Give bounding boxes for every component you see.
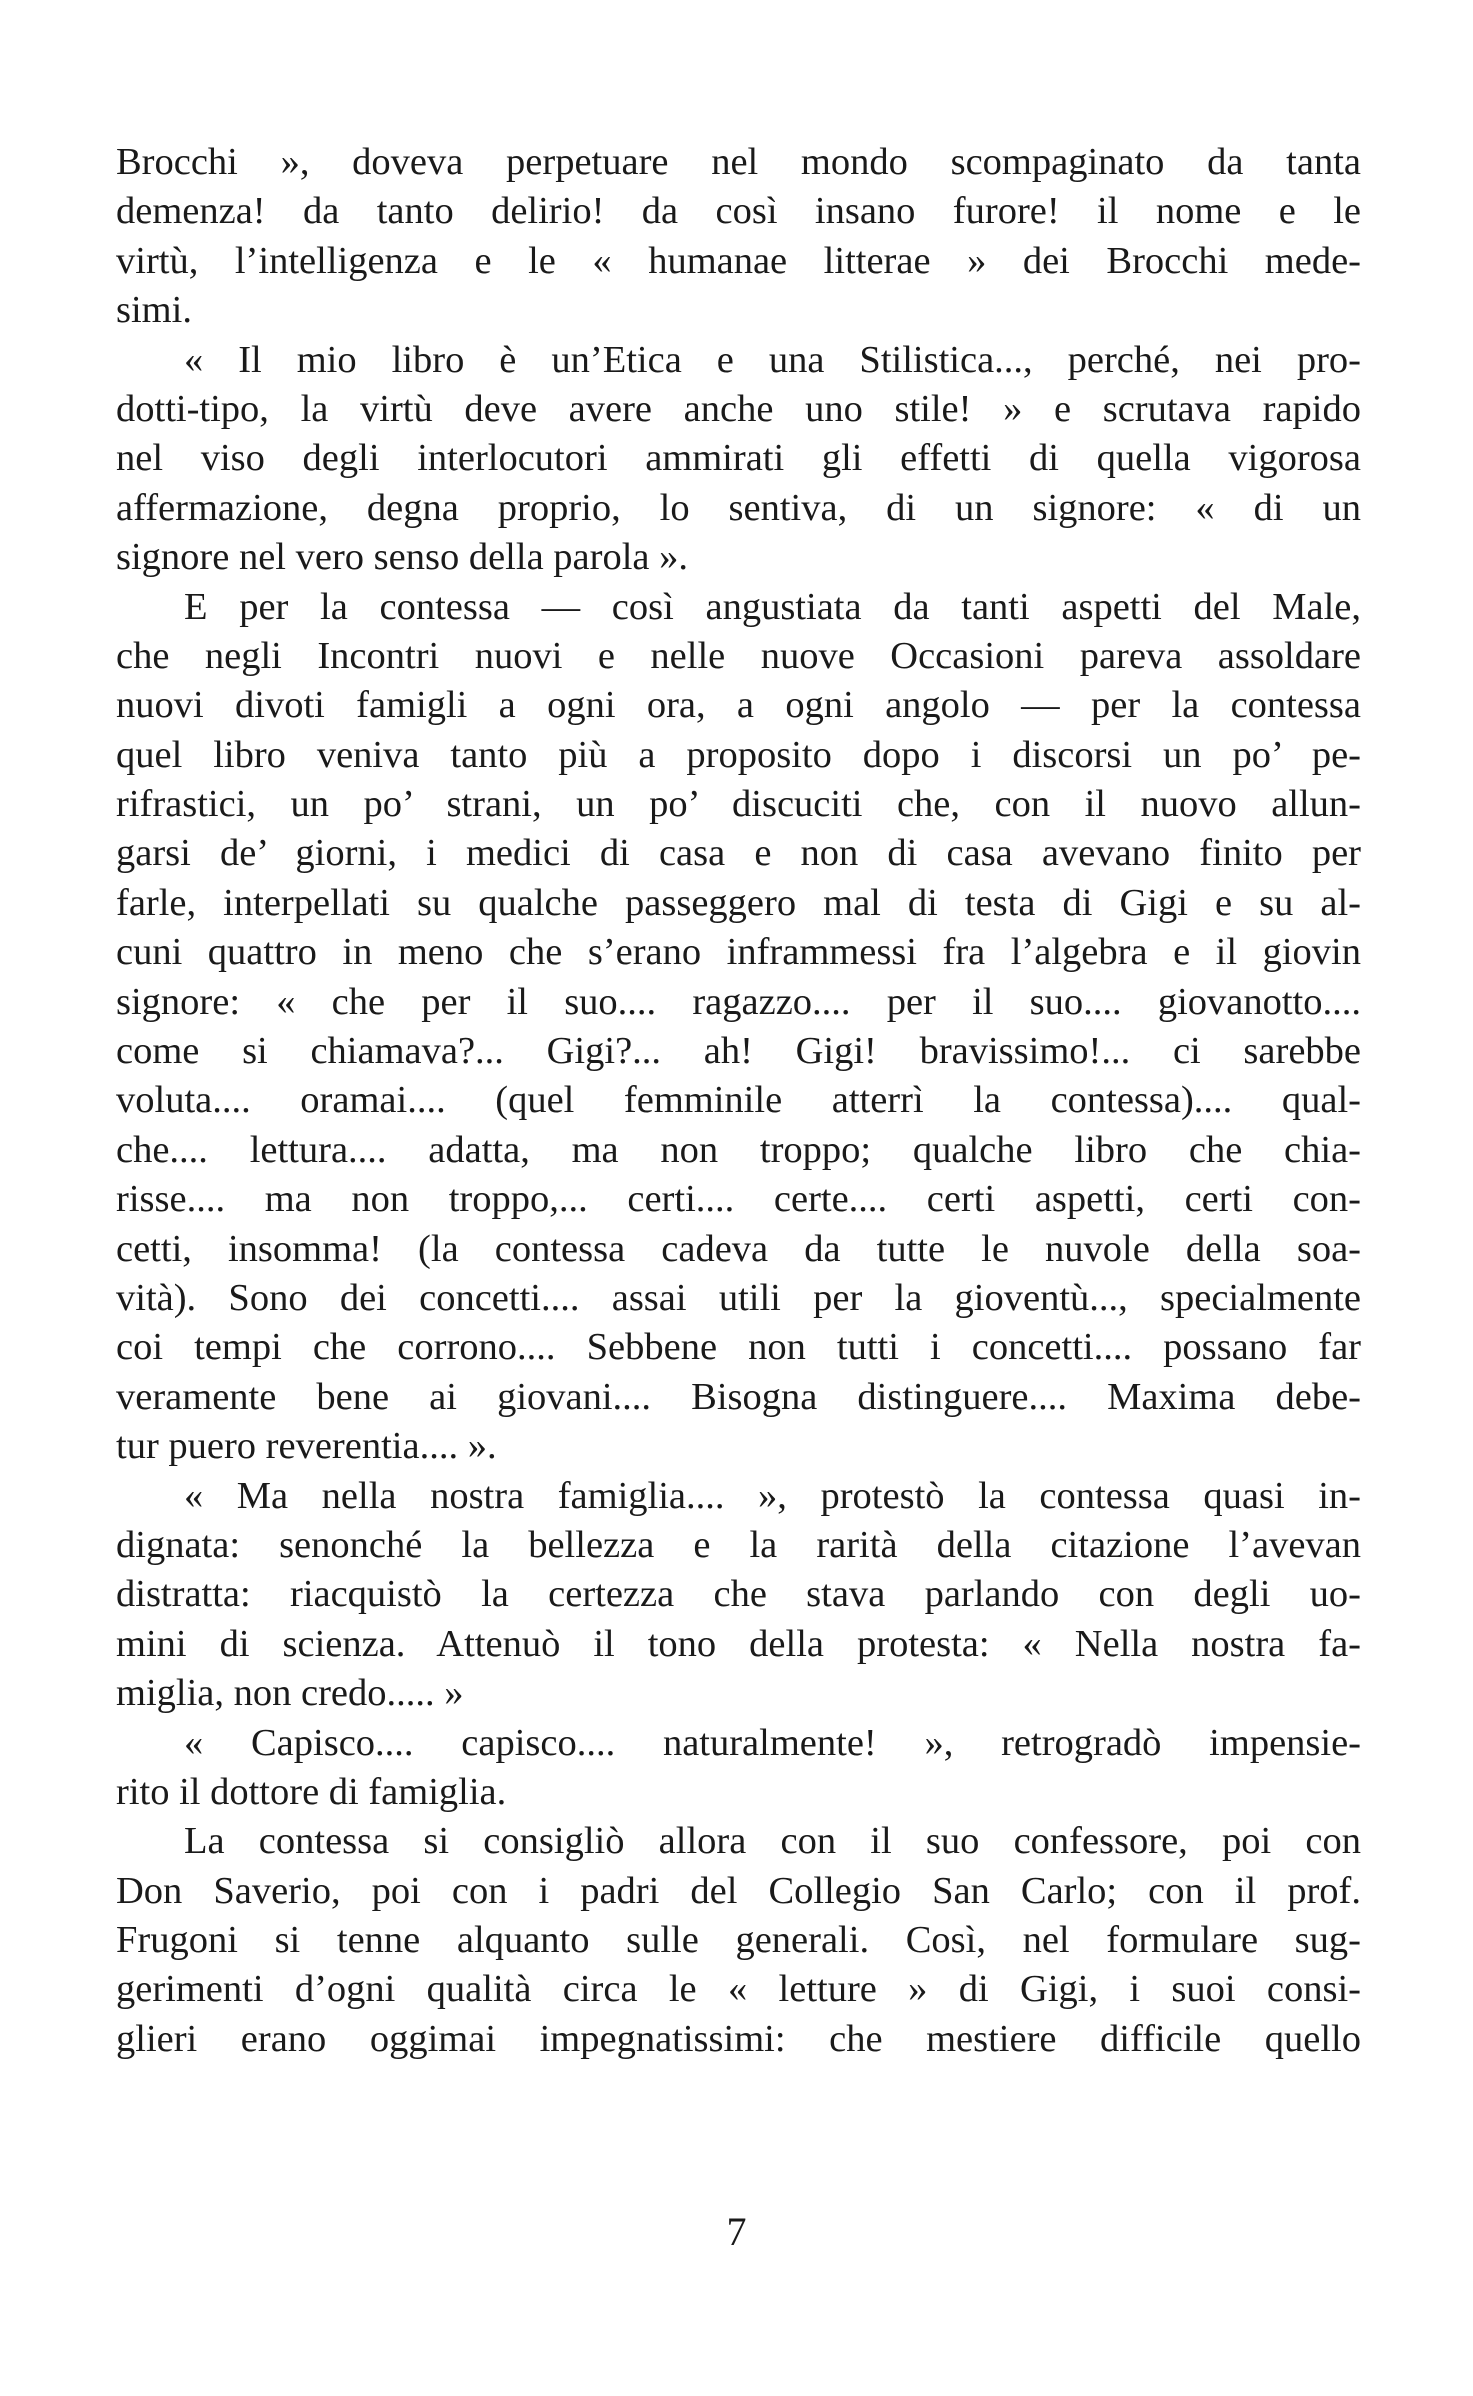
text-line: quel libro veniva tanto più a proposito dopo i discorsi un po’ pe- <box>116 733 1361 776</box>
text-line: mini di scienza. Attenuò il tono della protesta: « Nella nostra fa- <box>116 1622 1361 1665</box>
text-line: che.... lettura.... adatta, ma non troppo; qualche libro che chia- <box>116 1128 1361 1171</box>
text-line: virtù, l’intelligenza e le « humanae litterae » dei Brocchi mede- <box>116 239 1361 282</box>
text-line: nuovi divoti famigli a ogni ora, a ogni angolo — per la contessa <box>116 684 1361 727</box>
text-line: come si chiamava?... Gigi?... ah! Gigi! bravissimo!... ci sarebbe <box>116 1030 1361 1073</box>
text-line: « Ma nella nostra famiglia.... », protestò la contessa quasi in- <box>184 1474 1361 1517</box>
text-line: Brocchi », doveva perpetuare nel mondo scompaginato da tanta <box>116 141 1361 183</box>
text-line: simi. <box>116 289 192 332</box>
text-line: tur puero reverentia.... ». <box>116 1425 497 1468</box>
text-line: rifrastici, un po’ strani, un po’ discuciti che, con il nuovo allun- <box>116 783 1361 826</box>
text-line: farle, interpellati su qualche passeggero mal di testa di Gigi e su al- <box>116 881 1361 924</box>
text-line: distratta: riacquistò la certezza che stava parlando con degli uo- <box>116 1573 1361 1616</box>
text-line: voluta.... oramai.... (quel femminile atterrì la contessa).... qual- <box>116 1079 1361 1122</box>
page-text <box>116 138 1361 2064</box>
page-number: 7 <box>726 2209 747 2254</box>
text-line: Frugoni si tenne alquanto sulle generali. Così, nel formulare sug- <box>116 1919 1361 1962</box>
text-line: « Capisco.... capisco.... naturalmente! », retrogradò impensie- <box>184 1721 1361 1764</box>
text-line: che negli Incontri nuovi e nelle nuove Occasioni pareva assoldare <box>116 634 1361 677</box>
text-line: veramente bene ai giovani.... Bisogna distinguere.... Maxima debe- <box>116 1375 1361 1418</box>
text-line: glieri erano oggimai impegnatissimi: che mestiere difficile quello <box>116 2017 1361 2060</box>
text-line: risse.... ma non troppo,... certi.... certe.... certi aspetti, certi con- <box>116 1178 1361 1221</box>
text-line: nel viso degli interlocutori ammirati gli effetti di quella vigorosa <box>116 437 1361 480</box>
text-line: gerimenti d’ogni qualità circa le « letture » di Gigi, i suoi consi- <box>116 1968 1361 2011</box>
text-line: affermazione, degna proprio, lo sentiva, di un signore: « di un <box>116 486 1361 529</box>
text-line: garsi de’ giorni, i medici di casa e non di casa avevano finito per <box>116 832 1361 875</box>
text-line: demenza! da tanto delirio! da così insano furore! il nome e le <box>116 190 1361 233</box>
text-line: signore nel vero senso della parola ». <box>116 536 688 579</box>
text-line: miglia, non credo..... » <box>116 1672 464 1715</box>
text-line: signore: « che per il suo.... ragazzo.... per il suo.... giovanotto.... <box>116 980 1361 1023</box>
text-line: rito il dottore di famiglia. <box>116 1770 507 1813</box>
text-line: cetti, insomma! (la contessa cadeva da tutte le nuvole della soa- <box>116 1227 1361 1270</box>
text-line: coi tempi che corrono.... Sebbene non tutti i concetti.... possano far <box>116 1326 1361 1369</box>
text-line: Don Saverio, poi con i padri del Collegio San Carlo; con il prof. <box>116 1869 1361 1912</box>
text-line: La contessa si consigliò allora con il suo confessore, poi con <box>184 1820 1361 1863</box>
text-line: dotti-tipo, la virtù deve avere anche uno stile! » e scrutava rapido <box>116 387 1361 430</box>
text-line: « Il mio libro è un’Etica e una Stilistica..., perché, nei pro- <box>184 338 1361 381</box>
text-line: E per la contessa — così angustiata da tanti aspetti del Male, <box>184 585 1361 628</box>
text-line: dignata: senonché la bellezza e la rarità della citazione l’avevan <box>116 1523 1361 1566</box>
text-line: cuni quattro in meno che s’erano inframmessi fra l’algebra e il giovin <box>116 931 1361 974</box>
text-line: vità). Sono dei concetti.... assai utili per la gioventù..., specialmente <box>116 1276 1361 1319</box>
